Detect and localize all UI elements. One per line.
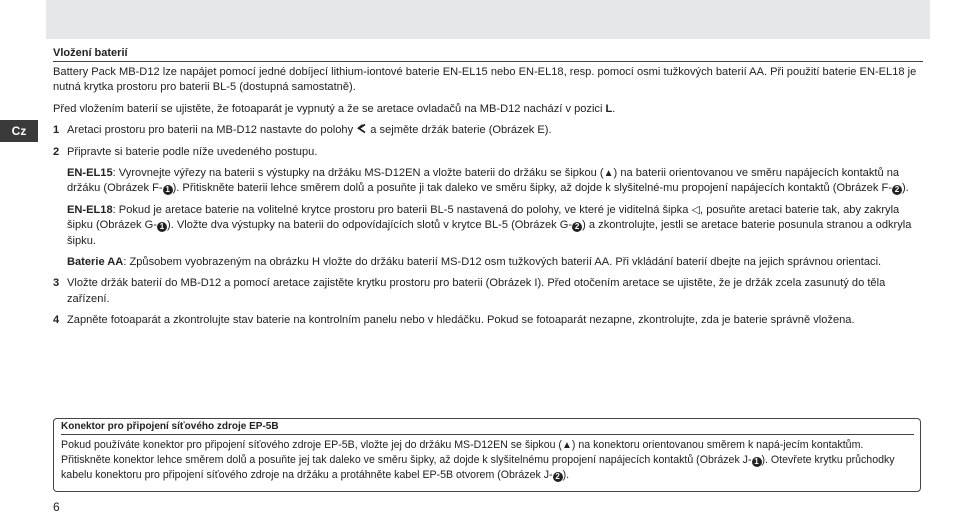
unlock-position-icon (356, 123, 367, 134)
circled-2-icon: 2 (892, 185, 902, 195)
page-number: 6 (53, 500, 60, 514)
en-el18-term: EN-EL18 (67, 203, 113, 216)
pre-check-end: . (612, 102, 616, 115)
step-number: 4 (53, 314, 60, 327)
step-1 (53, 123, 923, 138)
en-el15-text-c: ). Přitiskněte baterii lehce směrem dolů a posuňte ji tak daleko ve směru šipky, až dojde k slyšitelné-mu propojení napájecích kontaktů (Obrázek F- (172, 182, 892, 195)
section-title: Vložení baterií (53, 46, 923, 62)
lock-position-label: L (605, 102, 613, 115)
en-el15-term: EN-EL15 (67, 167, 113, 180)
step-2 (53, 145, 923, 160)
en-el15-text-a: : Vyrovnejte výřezy na baterii s výstupky na držáku MS-D12EN a vložte baterii do držáku se šipkou ( (112, 167, 604, 180)
aa-instructions (53, 255, 923, 270)
up-triangle-icon: ▲ (561, 440, 572, 451)
step-number: 1 (53, 124, 60, 137)
note-title: Konektor pro připojení síťového zdroje EP-5B (61, 420, 914, 435)
step-text: Vložte držák baterií do MB-D12 a pomocí aretace zajistěte krytku prostoru pro baterii (Obrázek I). Před otočením aretace se ujistěte, že je držák zcela zasunutý do těla zařízení. (67, 277, 886, 305)
note-box (53, 418, 921, 492)
circled-1-icon: 1 (157, 222, 167, 232)
pre-check-paragraph (53, 102, 923, 117)
step-number: 2 (53, 145, 60, 158)
header-band (46, 0, 930, 39)
en-el15-text-d: ). (901, 182, 909, 195)
step-3 (53, 276, 923, 307)
note-text-b: ) na konektoru orientovanou směrem k napá-jecím kontaktům. Přitiskněte konektor lehce směrem dolů a posuňte jej tak daleko ve směru šipky, až dojde k slyšitelnému propojení napájecích kontaktů (Obrázek J- (61, 439, 864, 466)
note-text-a: Pokud používáte konektor pro připojení síťového zdroje EP-5B, vložte jej do držáku MS-D12EN se šipkou ( (61, 439, 562, 451)
en-el15-instructions (53, 166, 923, 197)
note-text-d: ). (562, 469, 570, 481)
note-text (61, 438, 914, 483)
en-el18-text-d: ) a zkontrolujte, jestli se aretace baterie posunula stranou a odkryla šipku. (67, 219, 912, 247)
circled-2-icon: 2 (553, 472, 563, 482)
en-el18-text-a: : Pokud je aretace baterie na volitelné krytce prostoru pro baterii BL-5 nastavená do polohy, ve které je viditelná šipka (112, 203, 692, 216)
step-number: 3 (53, 277, 60, 290)
aa-term: Baterie AA (67, 256, 124, 269)
aa-text: : Způsobem vyobrazeným na obrázku H vložte do držáku baterií MS-D12 osm tužkových baterií AA. Při vkládání baterií dbejte na jejich správnou orientaci. (123, 256, 882, 269)
step-text: Připravte si baterie podle níže uvedeného postupu. (67, 145, 318, 158)
main-content (53, 46, 923, 335)
note-text-c: ). Otevřete krytku průchodky kabelu konektoru pro připojení síťového zdroje na držáku a protáhněte kabel EP-5B otvorem (Obrázek J- (61, 454, 895, 481)
up-triangle-icon: ▲ (603, 168, 614, 180)
circled-2-icon: 2 (572, 222, 582, 232)
step-text: Aretaci prostoru pro baterii na MB-D12 nastavte do polohy (67, 124, 357, 137)
en-el18-text-c: ). Vložte dva výstupky na baterii do odpovídajících slotů v krytce BL-5 (Obrázek G- (167, 219, 573, 232)
en-el18-text-b: , posuňte aretaci baterie tak, aby zakryla šipku (Obrázek G- (67, 203, 900, 232)
step-text: Zapněte fotoaparát a zkontrolujte stav baterie na kontrolním panelu nebo v hledáčku. Pokud se fotoaparát nezapne, zkontrolujte, zda je baterie správně vložena. (67, 314, 855, 327)
step-text-end: a sejměte držák baterie (Obrázek E). (367, 124, 552, 137)
left-triangle-icon: ◁ (691, 203, 701, 216)
pre-check-text: Před vložením baterií se ujistěte, že fotoaparát je vypnutý a že se aretace ovladačů na MB-D12 nachází v pozici (53, 102, 606, 115)
circled-1-icon: 1 (752, 457, 762, 467)
en-el15-text-b: ) na baterii orientovanou ve směru napájecích kontaktů na držáku (Obrázek F- (67, 167, 900, 195)
en-el18-instructions (53, 203, 923, 249)
intro-paragraph: Battery Pack MB-D12 lze napájet pomocí jedné dobíjecí lithium-iontové baterie EN-EL15 nebo EN-EL18, resp. pomocí osmi tužkových baterií AA. Při použití baterie EN-EL18 je nutná krytka prostoru pro baterii BL-5 (dostupná samostatně). (53, 66, 917, 94)
language-tab: Cz (0, 120, 38, 142)
step-4 (53, 313, 923, 328)
circled-1-icon: 1 (163, 185, 173, 195)
